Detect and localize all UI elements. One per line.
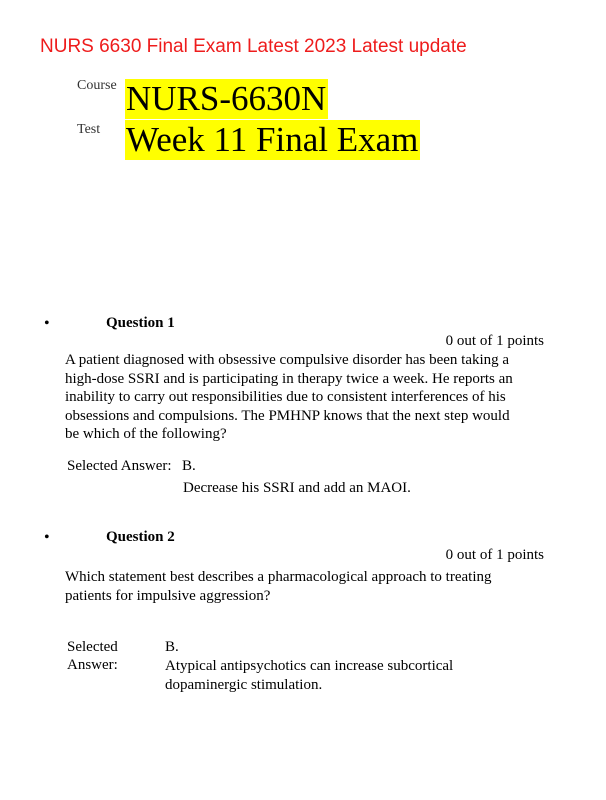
course-value: NURS-6630N — [126, 79, 327, 118]
question-text: A patient diagnosed with obsessive compulsive disorder has been taking a high-dose SSRI and is participating in therapy twice a week. He reports an inability to carry out responsibilities due to consistent interferences of his obsessions and compulsions. The PMHNP knows that the next step would be which of the following? — [65, 352, 513, 442]
document-title: NURS 6630 Final Exam Latest 2023 Latest update — [40, 36, 467, 57]
selected-answer-text: Decrease his SSRI and add an MAOI. — [183, 480, 411, 496]
bullet: • — [44, 529, 50, 546]
selected-answer-label: Selected — [67, 639, 118, 655]
test-value: Week 11 Final Exam — [126, 120, 419, 159]
question-points: 0 out of 1 points — [445, 547, 544, 563]
test-label: Test — [77, 122, 101, 137]
bullet: • — [44, 315, 50, 332]
selected-answer-text: Atypical antipsychotics can increase subcortical dopaminergic stimulation. — [165, 658, 454, 693]
selected-answer-letter: B. — [182, 458, 196, 474]
course-label: Course — [77, 78, 117, 93]
question-title: Question 1 — [106, 315, 175, 331]
question-points: 0 out of 1 points — [445, 333, 544, 349]
question-text: Which statement best describes a pharmacological approach to treating patients for impulsive aggression? — [65, 569, 492, 604]
selected-answer-label: Selected Answer: — [67, 458, 172, 474]
selected-answer-label: Answer: — [67, 657, 118, 673]
selected-answer-letter: B. — [165, 639, 179, 655]
question-title: Question 2 — [106, 529, 175, 545]
